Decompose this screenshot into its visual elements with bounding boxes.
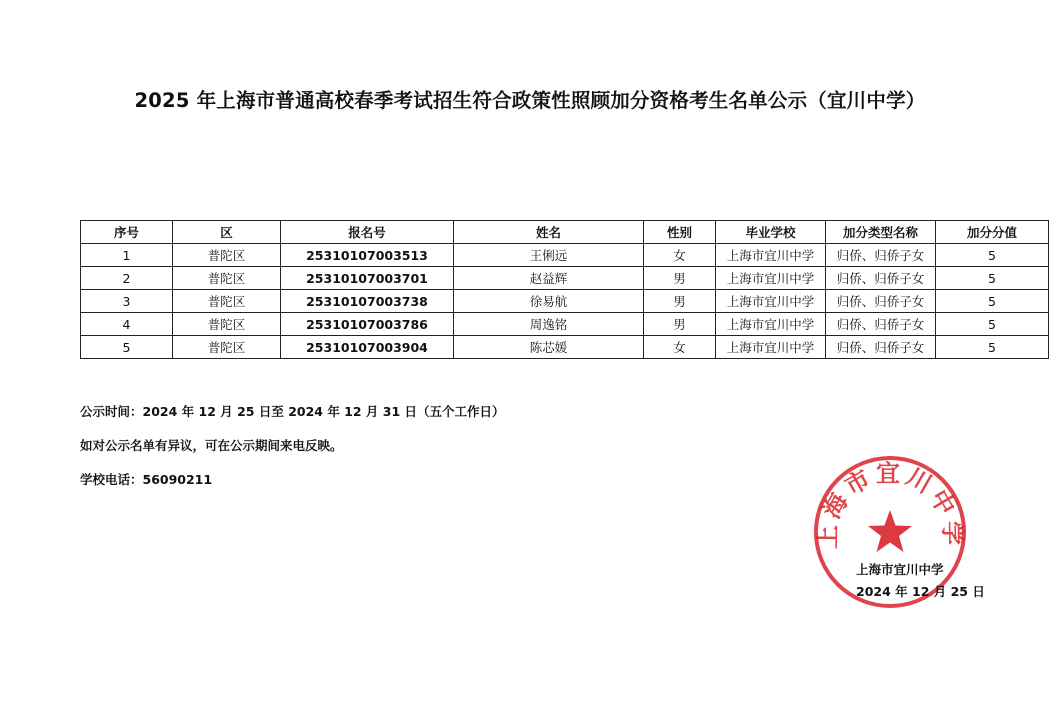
cell-bonus-points: 5 [936,336,1049,359]
table-row [81,244,1049,267]
header-bonus-points: 加分分值 [936,221,1049,244]
cell-bonus-type: 归侨、归侨子女 [826,290,936,313]
notice-period: 公示时间：2024 年 12 月 25 日至 2024 年 12 月 31 日（五个工作日） [80,404,505,419]
cell-gender: 女 [644,336,716,359]
seal-star-icon [868,510,912,552]
cell-school: 上海市宜川中学 [716,267,826,290]
header-registration-number: 报名号 [281,221,454,244]
notice-objection: 如对公示名单有异议，可在公示期间来电反映。 [80,438,343,453]
cell-district: 普陀区 [173,267,281,290]
cell-name: 徐易航 [454,290,644,313]
cell-name: 陈芯媛 [454,336,644,359]
cell-bonus-points: 5 [936,244,1049,267]
header-school: 毕业学校 [716,221,826,244]
cell-bonus-points: 5 [936,313,1049,336]
cell-registration-number: 25310107003904 [281,336,454,359]
cell-gender: 女 [644,244,716,267]
signature-school: 上海市宜川中学 [856,562,944,577]
cell-district: 普陀区 [173,244,281,267]
cell-index: 1 [81,244,173,267]
cell-registration-number: 25310107003786 [281,313,454,336]
cell-registration-number: 25310107003738 [281,290,454,313]
cell-index: 5 [81,336,173,359]
header-district: 区 [173,221,281,244]
notice-phone: 学校电话：56090211 [80,472,213,487]
cell-index: 3 [81,290,173,313]
seal-text: 上海市宜川中学 [813,459,967,550]
cell-district: 普陀区 [173,313,281,336]
cell-bonus-type: 归侨、归侨子女 [826,313,936,336]
cell-gender: 男 [644,290,716,313]
header-gender: 性别 [644,221,716,244]
cell-district: 普陀区 [173,336,281,359]
header-index: 序号 [81,221,173,244]
header-name: 姓名 [454,221,644,244]
cell-school: 上海市宜川中学 [716,244,826,267]
cell-bonus-points: 5 [936,267,1049,290]
table-header-row [81,221,1049,244]
cell-school: 上海市宜川中学 [716,290,826,313]
table-row [81,290,1049,313]
cell-bonus-type: 归侨、归侨子女 [826,336,936,359]
cell-bonus-type: 归侨、归侨子女 [826,244,936,267]
cell-name: 周逸铭 [454,313,644,336]
cell-registration-number: 25310107003513 [281,244,454,267]
cell-name: 赵益辉 [454,267,644,290]
cell-bonus-type: 归侨、归侨子女 [826,267,936,290]
cell-index: 2 [81,267,173,290]
cell-bonus-points: 5 [936,290,1049,313]
cell-district: 普陀区 [173,290,281,313]
header-bonus-type: 加分类型名称 [826,221,936,244]
cell-gender: 男 [644,267,716,290]
candidate-table [80,220,1049,359]
cell-gender: 男 [644,313,716,336]
notice-notes [80,402,505,504]
signature-date: 2024 年 12 月 25 日 [856,584,985,599]
signature-block [856,561,985,605]
cell-index: 4 [81,313,173,336]
cell-school: 上海市宜川中学 [716,313,826,336]
document-title: 2025 年上海市普通高校春季考试招生符合政策性照顾加分资格考生名单公示（宜川中学） [134,89,926,112]
table-row [81,336,1049,359]
cell-school: 上海市宜川中学 [716,336,826,359]
table-row [81,313,1049,336]
table-row [81,267,1049,290]
cell-registration-number: 25310107003701 [281,267,454,290]
cell-name: 王俐远 [454,244,644,267]
